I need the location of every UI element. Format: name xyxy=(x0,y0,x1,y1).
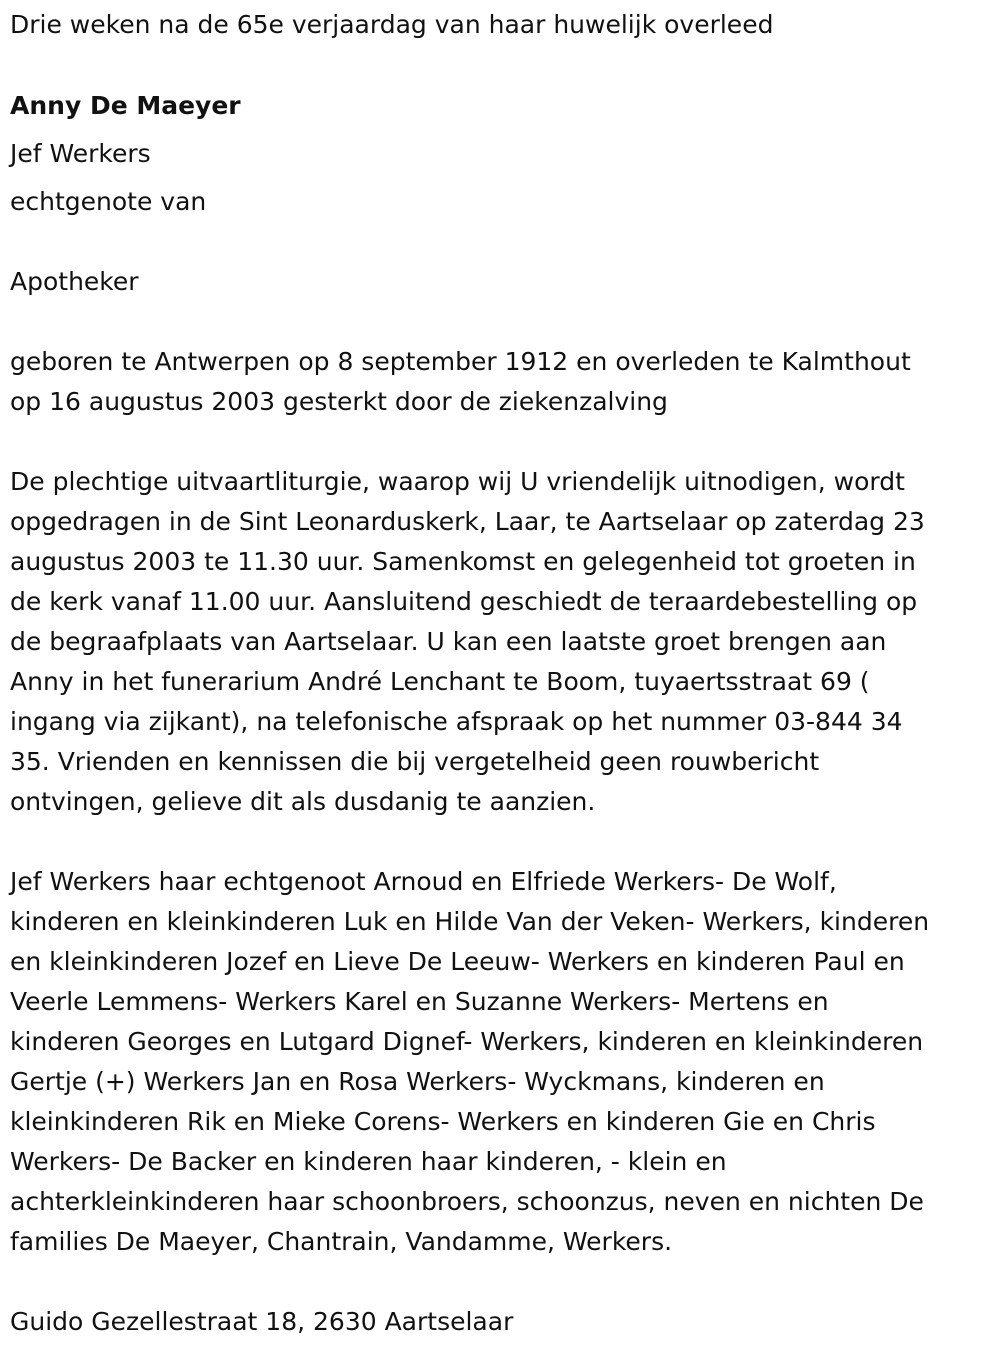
paragraph-line: de kerk vanaf 11.00 uur. Aansluitend geschiedt de teraardebestelling op xyxy=(10,587,918,616)
paragraph-line: Werkers- De Backer en kinderen haar kinderen, - klein en xyxy=(10,1147,727,1176)
deceased-name: Anny De Maeyer xyxy=(10,91,241,120)
paragraph-line: Anny in het funerarium André Lenchant te Boom, tuyaertsstraat 69 ( xyxy=(10,667,870,696)
spouse-name: Jef Werkers xyxy=(10,139,151,168)
relation-text: echtgenote van xyxy=(10,187,207,216)
paragraph-line: opgedragen in de Sint Leonarduskerk, Laar, te Aartselaar op zaterdag 23 xyxy=(10,507,925,536)
paragraph-line: de begraafplaats van Aartselaar. U kan een laatste groet brengen aan xyxy=(10,627,887,656)
intro-text: Drie weken na de 65e verjaardag van haar huwelijk overleed xyxy=(10,10,774,39)
paragraph-line: achterkleinkinderen haar schoonbroers, schoonzus, neven en nichten De xyxy=(10,1187,924,1216)
paragraph-line: kleinkinderen Rik en Mieke Corens- Werkers en kinderen Gie en Chris xyxy=(10,1107,876,1136)
paragraph-line: Gertje (+) Werkers Jan en Rosa Werkers- Wyckmans, kinderen en xyxy=(10,1067,825,1096)
address-text: Guido Gezellestraat 18, 2630 Aartselaar xyxy=(10,1307,514,1336)
paragraph-line: ingang via zijkant), na telefonische afspraak op het nummer 03-844 34 xyxy=(10,707,903,736)
paragraph-line: kinderen en kleinkinderen Luk en Hilde Van der Veken- Werkers, kinderen xyxy=(10,907,930,936)
paragraph-line: ontvingen, gelieve dit als dusdanig te aanzien. xyxy=(10,787,596,816)
birth-death-paragraph xyxy=(10,342,911,422)
family-paragraph xyxy=(10,862,929,1262)
profession-text: Apotheker xyxy=(10,267,139,296)
paragraph-line: De plechtige uitvaartliturgie, waarop wij U vriendelijk uitnodigen, wordt xyxy=(10,467,905,496)
paragraph-line: geboren te Antwerpen op 8 september 1912 en overleden te Kalmthout xyxy=(10,347,911,376)
paragraph-line: op 16 augustus 2003 gesterkt door de ziekenzalving xyxy=(10,387,668,416)
funeral-paragraph xyxy=(10,462,925,822)
paragraph-line: en kleinkinderen Jozef en Lieve De Leeuw- Werkers en kinderen Paul en xyxy=(10,947,905,976)
paragraph-line: augustus 2003 te 11.30 uur. Samenkomst en gelegenheid tot groeten in xyxy=(10,547,916,576)
paragraph-line: kinderen Georges en Lutgard Dignef- Werkers, kinderen en kleinkinderen xyxy=(10,1027,924,1056)
paragraph-line: families De Maeyer, Chantrain, Vandamme, Werkers. xyxy=(10,1227,673,1256)
paragraph-line: Veerle Lemmens- Werkers Karel en Suzanne Werkers- Mertens en xyxy=(10,987,829,1016)
paragraph-line: Jef Werkers haar echtgenoot Arnoud en Elfriede Werkers- De Wolf, xyxy=(10,867,837,896)
paragraph-line: 35. Vrienden en kennissen die bij vergetelheid geen rouwbericht xyxy=(10,747,820,776)
